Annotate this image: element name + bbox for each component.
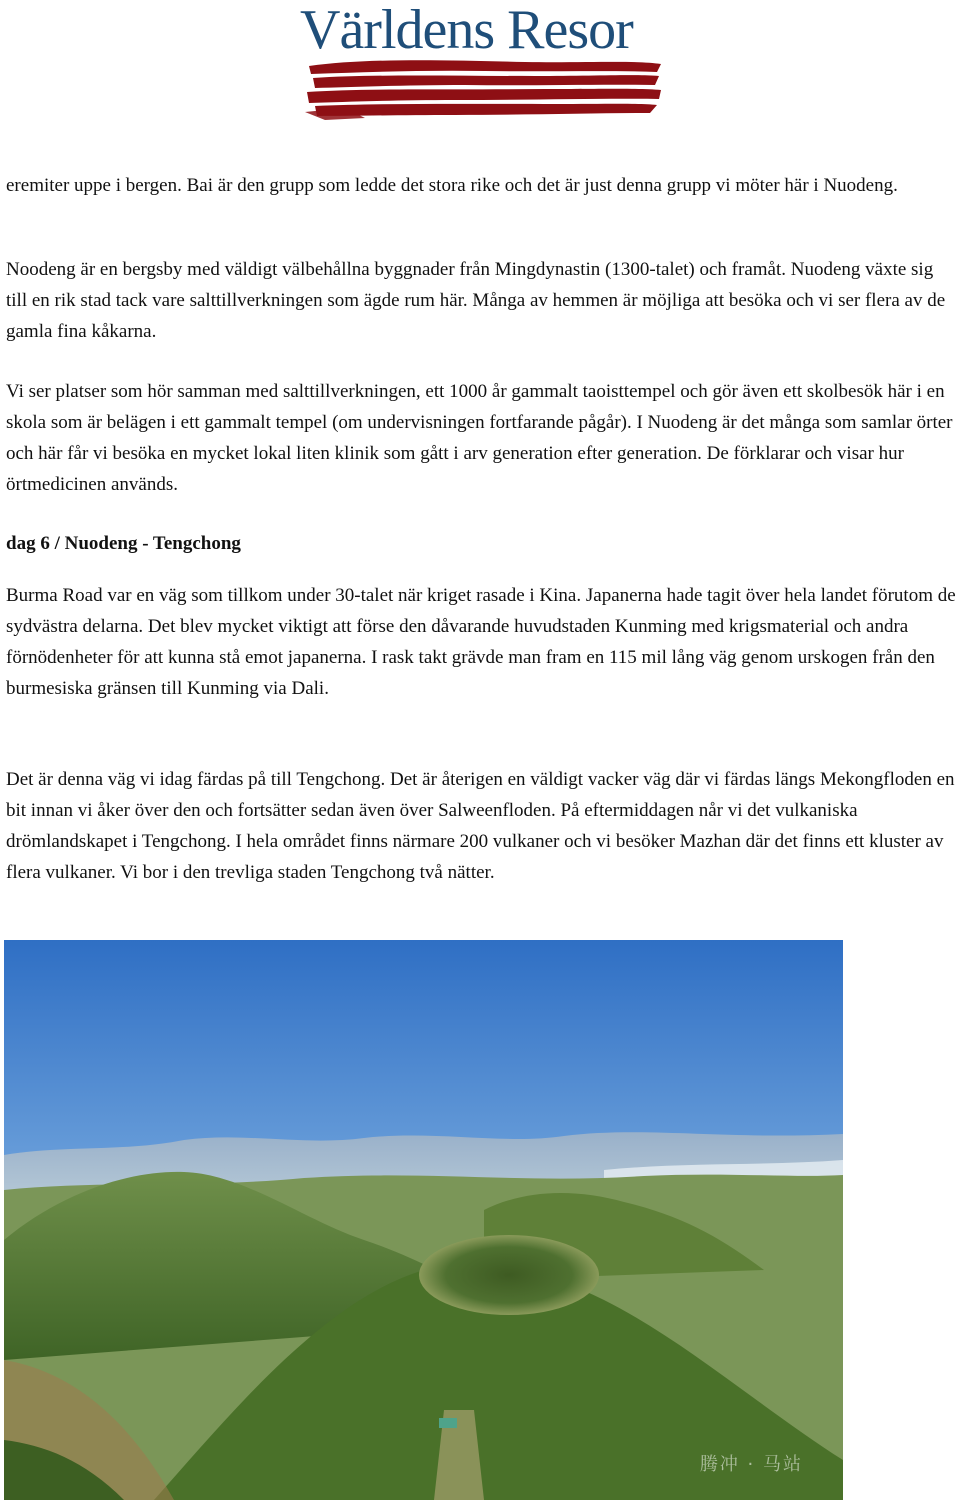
brand-logo-text: Världens Resor [300,0,633,61]
paragraph: Noodeng är en bergsby med väldigt välbehållna byggnader från Mingdynastin (1300-talet) och framåt. Nuodeng växte sig till en rik stad tack vare salttillverkningen som ägde rum här. Många av hemmen är möjliga att besöka och vi ser flera av de gamla fina kåkarna. [6,259,946,342]
volcano-landscape-image [4,940,843,1500]
volcano-landscape-photo [4,940,843,1500]
day-heading: dag 6 / Nuodeng - Tengchong [6,533,241,554]
photo-watermark: 腾冲 · 马站 [699,1454,803,1475]
paragraph: Det är denna väg vi idag färdas på till Tengchong. Det är återigen en väldigt vacker väg där vi färdas längs Mekongfloden en bit innan vi åker över den och fortsätter sedan även över Salweenfloden. På eftermiddagen når vi det vulkaniska drömlandskapet i Tengchong. I hela området finns närmare 200 vulkaner och vi besöker Mazhan där det finns ett kluster av flera vulkaner. Vi bor i den trevliga staden Tengchong två nätter. [6,769,955,883]
brand-brush-stroke [305,58,665,122]
page-header [0,0,960,130]
paragraph: Vi ser platser som hör samman med salttillverkningen, ett 1000 år gammalt taoisttempel och gör även ett skolbesök här i en skola som är belägen i ett gammalt tempel (om undervisningen fortfarande pågår). I Nuodeng är det många som samlar örter och här får vi besöka en mycket lokal liten klinik som gått i arv generation efter generation. De förklarar och visar hur örtmedicinen används. [6,381,953,495]
paragraph: eremiter uppe i bergen. Bai är den grupp som ledde det stora rike och det är just denna grupp vi möter här i Nuodeng. [6,175,898,196]
paragraph: Burma Road var en väg som tillkom under 30-talet när kriget rasade i Kina. Japanerna hade tagit över hela landet förutom de sydvästra delarna. Det blev mycket viktigt att förse den dåvarande huvudstaden Kunming med krigsmaterial och andra förnödenheter för att kunna stå emot japanerna. I rask takt grävde man fram en 115 mil lång väg genom urskogen från den burmesiska gränsen till Kunming via Dali. [6,585,956,699]
